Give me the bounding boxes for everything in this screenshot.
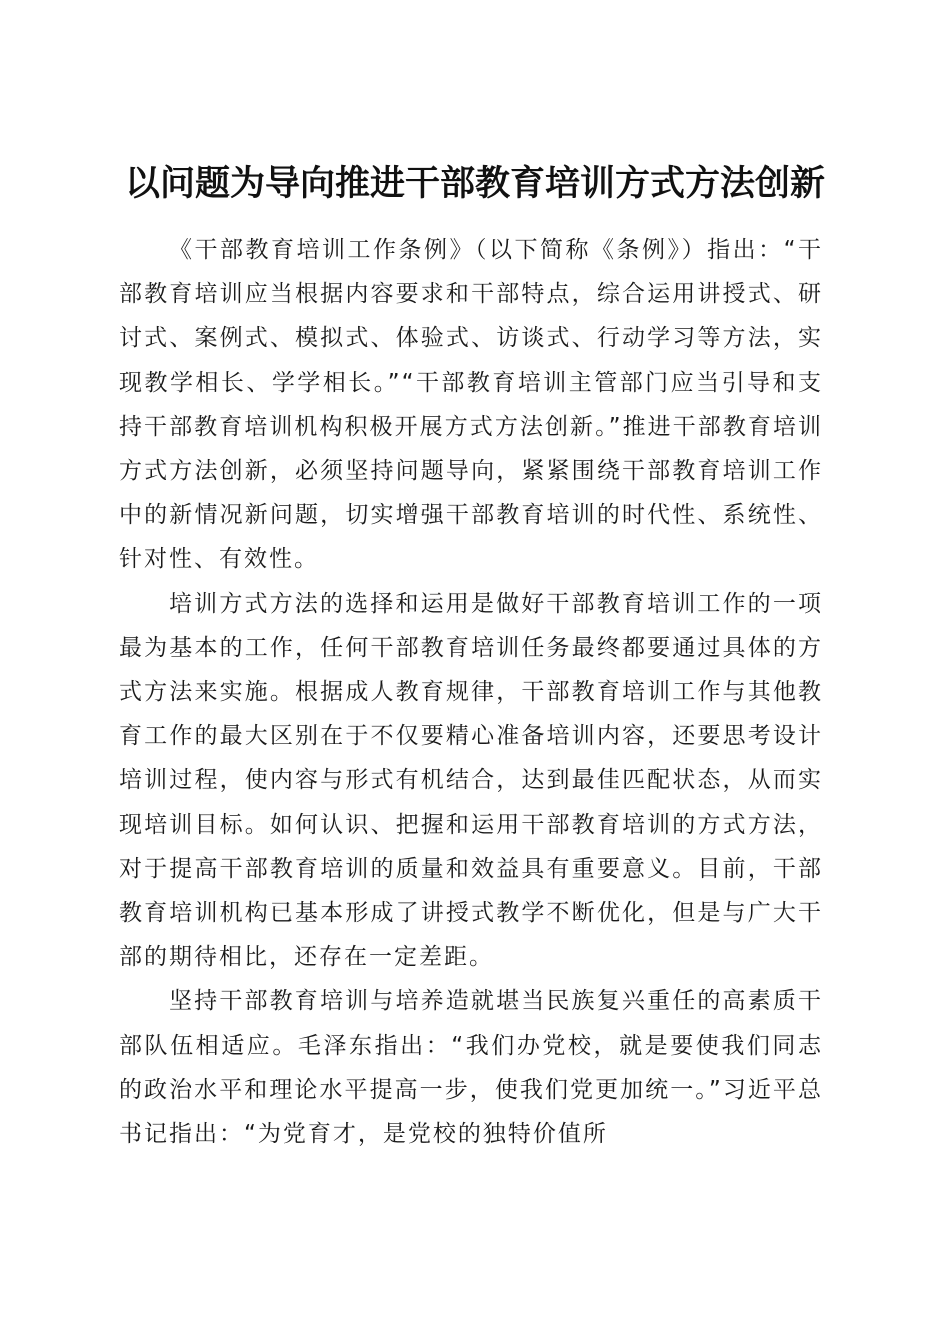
document-title: 以问题为导向推进干部教育培训方式方法创新 — [124, 163, 825, 205]
paragraph: 《干部教育培训工作条例》（以下简称《条例》）指出：“干部教育培训应当根据内容要求和干部特点，综合运用讲授式、研讨式、案例式、模拟式、体验式、访谈式、行动学习等方法，实现教学相长、学学相长。”“干部教育培训主管部门应当引导和支持干部教育培训机构积极开展方式方法创新。”推进干部教育培训方式方法创新，必须坚持问题导向，紧紧围绕干部教育培训工作中的新情况新问题，切实增强干部教育培训的时代性、系统性、针对性、有效性。 — [119, 237, 823, 573]
paragraph: 坚持干部教育培训与培养造就堪当民族复兴重任的高素质干部队伍相适应。毛泽东指出：“我们办党校，就是要使我们同志的政治水平和理论水平提高一步，使我们党更加统一。”习近平总书记指出：“为党育才，是党校的独特价值所 — [119, 988, 823, 1148]
document-body — [119, 228, 823, 1156]
paragraph: 培训方式方法的选择和运用是做好干部教育培训工作的一项最为基本的工作，任何干部教育培训任务最终都要通过具体的方式方法来实施。根据成人教育规律，干部教育培训工作与其他教育工作的最大区别在于不仅要精心准备培训内容，还要思考设计培训过程，使内容与形式有机结合，达到最佳匹配状态，从而实现培训目标。如何认识、把握和运用干部教育培训的方式方法，对于提高干部教育培训的质量和效益具有重要意义。目前，干部教育培训机构已基本形成了讲授式教学不断优化，但是与广大干部的期待相比，还存在一定差距。 — [119, 590, 823, 971]
